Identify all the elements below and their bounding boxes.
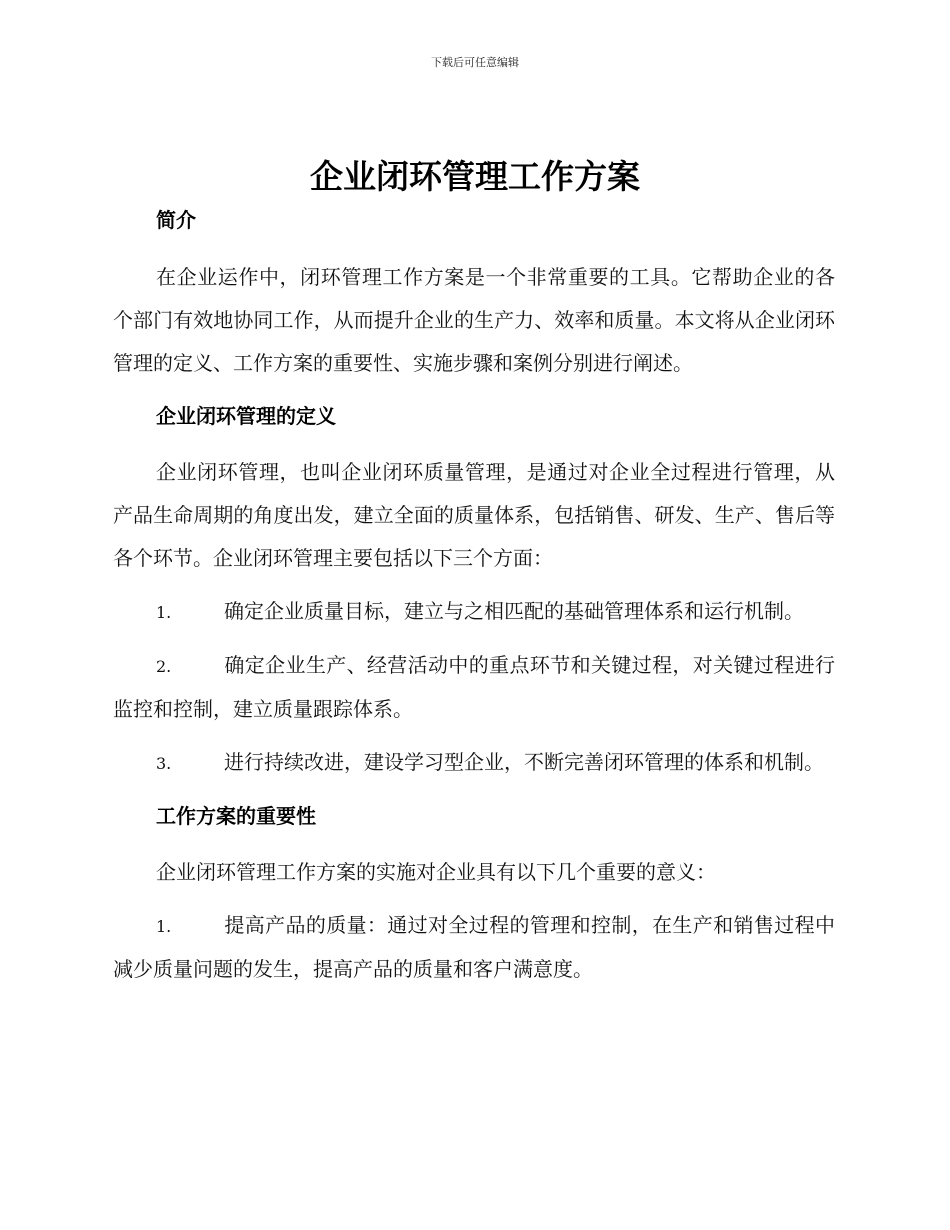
definition-list-item <box>113 741 835 785</box>
list-number: 2. <box>156 657 172 676</box>
section-heading-importance: 工作方案的重要性 <box>156 804 316 828</box>
list-number: 1. <box>156 603 172 622</box>
definition-list-item <box>113 590 835 634</box>
definition-list-item <box>113 644 835 731</box>
section-heading-definition: 企业闭环管理的定义 <box>156 404 336 428</box>
intro-paragraph: 在企业运作中，闭环管理工作方案是一个非常重要的工具。它帮助企业的各个部门有效地协同工作，从而提升企业的生产力、效率和质量。本文将从企业闭环管理的定义、工作方案的重要性、实施步骤和案例分别进行阐述。 <box>113 265 835 375</box>
importance-list-item <box>113 904 835 991</box>
list-item-text: 进行持续改进，建设学习型企业，不断完善闭环管理的体系和机制。 <box>224 750 824 774</box>
importance-paragraph: 企业闭环管理工作方案的实施对企业具有以下几个重要的意义： <box>156 860 716 884</box>
list-item-text: 确定企业生产、经营活动中的重点环节和关键过程，对关键过程进行监控和控制，建立质量跟踪体系。 <box>113 653 835 721</box>
header-note: 下载后可任意编辑 <box>431 56 519 69</box>
section-heading-intro: 简介 <box>156 208 196 232</box>
list-item-text: 确定企业质量目标，建立与之相匹配的基础管理体系和运行机制。 <box>224 599 804 623</box>
list-number: 3. <box>156 754 172 773</box>
document-title: 企业闭环管理工作方案 <box>310 157 640 196</box>
document-body <box>113 203 835 991</box>
list-item-text: 提高产品的质量：通过对全过程的管理和控制，在生产和销售过程中减少质量问题的发生，提高产品的质量和客户满意度。 <box>113 913 835 981</box>
definition-paragraph: 企业闭环管理，也叫企业闭环质量管理，是通过对企业全过程进行管理，从产品生命周期的角度出发，建立全面的质量体系，包括销售、研发、生产、售后等各个环节。企业闭环管理主要包括以下三个方面： <box>113 460 835 570</box>
list-number: 1. <box>156 917 172 936</box>
